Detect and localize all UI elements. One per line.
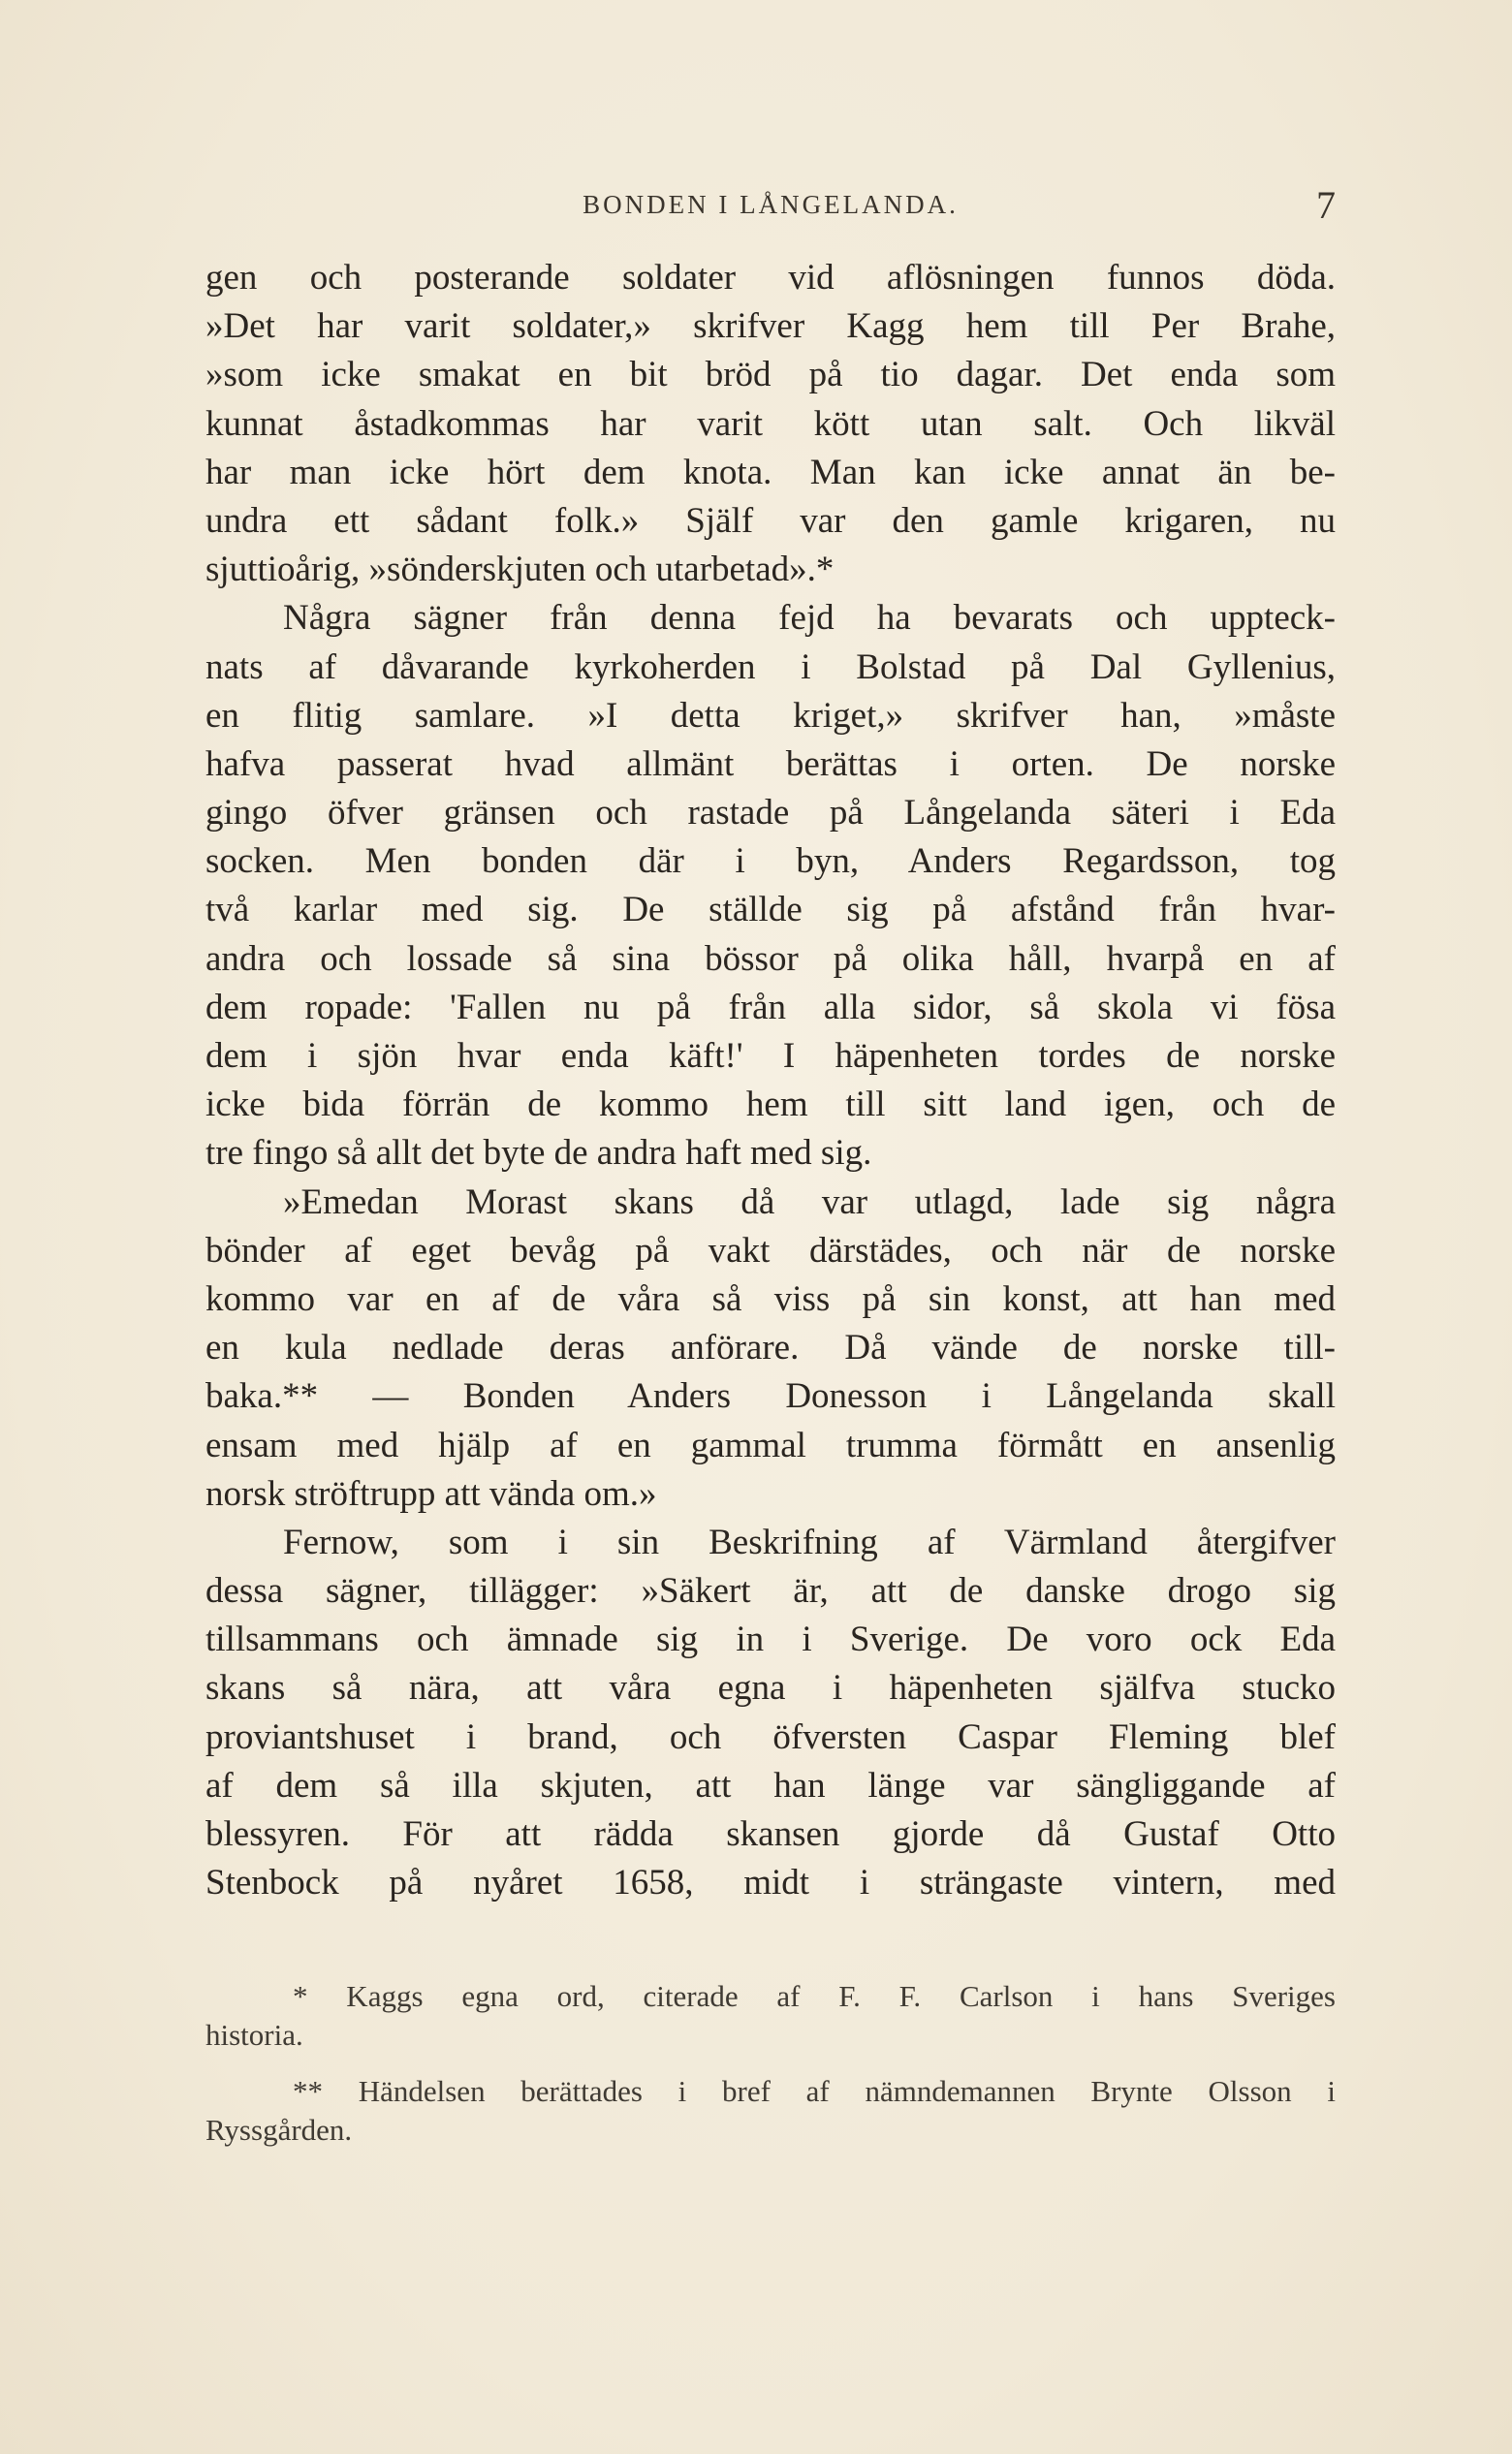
- text-line: Fernow, som i sin Beskrifning af Värmland återgifver: [283, 1522, 1336, 1562]
- footnote-1-line-2: historia.: [205, 2018, 303, 2052]
- text-line: sjuttioårig, »sönderskjuten och utarbetad».*: [205, 550, 835, 590]
- text-line: »som icke smakat en bit bröd på tio dagar. Det enda som: [205, 355, 1336, 395]
- text-line: Stenbock på nyåret 1658, midt i strängaste vintern, med: [205, 1863, 1336, 1903]
- footnote-2-line-1: ** Händelsen berättades i bref af nämndemannen Brynte Olsson i: [293, 2074, 1336, 2108]
- text-line: Några sägner från denna fejd ha bevarats och uppteck-: [283, 598, 1336, 639]
- text-line: tillsammans och ämnade sig in i Sverige. De voro ock Eda: [205, 1620, 1336, 1660]
- page-number: 7: [1316, 183, 1336, 227]
- text-line: baka.** — Bonden Anders Donesson i Långelanda skall: [205, 1376, 1336, 1417]
- text-line: kommo var en af de våra så viss på sin konst, att han med: [205, 1278, 1336, 1319]
- text-line: »Emedan Morast skans då var utlagd, lade sig några: [283, 1181, 1336, 1222]
- body-text: [205, 254, 1336, 1907]
- text-line: blessyren. För att rädda skansen gjorde då Gustaf Otto: [205, 1814, 1336, 1854]
- text-line: skans så nära, att våra egna i häpenheten själfva stucko: [205, 1668, 1336, 1709]
- text-line: undra ett sådant folk.» Själf var den gamle krigaren, nu: [205, 500, 1336, 541]
- text-line: proviantshuset i brand, och öfversten Caspar Fleming blef: [205, 1716, 1336, 1757]
- page-header: [205, 183, 1336, 238]
- footnote-2-line-2: Ryssgården.: [205, 2113, 353, 2147]
- text-line: en flitig samlare. »I detta kriget,» skrifver han, »måste: [205, 695, 1336, 736]
- text-line: ensam med hjälp af en gammal trumma förmått en ansenlig: [205, 1425, 1336, 1465]
- text-line: hafva passerat hvad allmänt berättas i orten. De norske: [205, 743, 1336, 784]
- text-line: norsk ströftrupp att vända om.»: [205, 1473, 657, 1514]
- text-line: tre fingo så allt det byte de andra haft med sig.: [205, 1133, 872, 1174]
- text-line: dem ropade: 'Fallen nu på från alla sidor, så skola vi fösa: [205, 987, 1336, 1027]
- footnote-gap: [205, 2055, 1336, 2072]
- text-line: »Det har varit soldater,» skrifver Kagg hem till Per Brahe,: [205, 306, 1336, 347]
- text-line: dessa sägner, tillägger: »Säkert är, att de danske drogo sig: [205, 1571, 1336, 1612]
- footnote-1-line-1: * Kaggs egna ord, citerade af F. F. Carlson i hans Sveriges: [293, 1979, 1336, 2013]
- text-line: socken. Men bonden där i byn, Anders Regardsson, tog: [205, 841, 1336, 882]
- text-line: en kula nedlade deras anförare. Då vände de norske till-: [205, 1328, 1336, 1369]
- text-line: två karlar med sig. De ställde sig på afstånd från hvar-: [205, 890, 1336, 930]
- text-line: dem i sjön hvar enda käft!' I häpenheten tordes de norske: [205, 1036, 1336, 1076]
- text-line: af dem så illa skjuten, att han länge var sängliggande af: [205, 1765, 1336, 1806]
- text-line: gen och posterande soldater vid aflösningen funnos döda.: [205, 258, 1336, 298]
- text-line: kunnat åstadkommas har varit kött utan salt. Och likväl: [205, 403, 1336, 444]
- text-line: nats af dåvarande kyrkoherden i Bolstad på Dal Gyllenius,: [205, 646, 1336, 687]
- running-head: BONDEN I LÅNGELANDA.: [583, 190, 959, 219]
- text-line: andra och lossade så sina bössor på olika håll, hvarpå en af: [205, 938, 1336, 979]
- text-line: icke bida förrän de kommo hem till sitt land igen, och de: [205, 1085, 1336, 1125]
- footnotes: [205, 1977, 1336, 2150]
- text-line: bönder af eget bevåg på vakt därstädes, och när de norske: [205, 1230, 1336, 1271]
- text-line: har man icke hört dem knota. Man kan icke annat än be-: [205, 452, 1336, 492]
- text-line: gingo öfver gränsen och rastade på Långelanda säteri i Eda: [205, 793, 1336, 834]
